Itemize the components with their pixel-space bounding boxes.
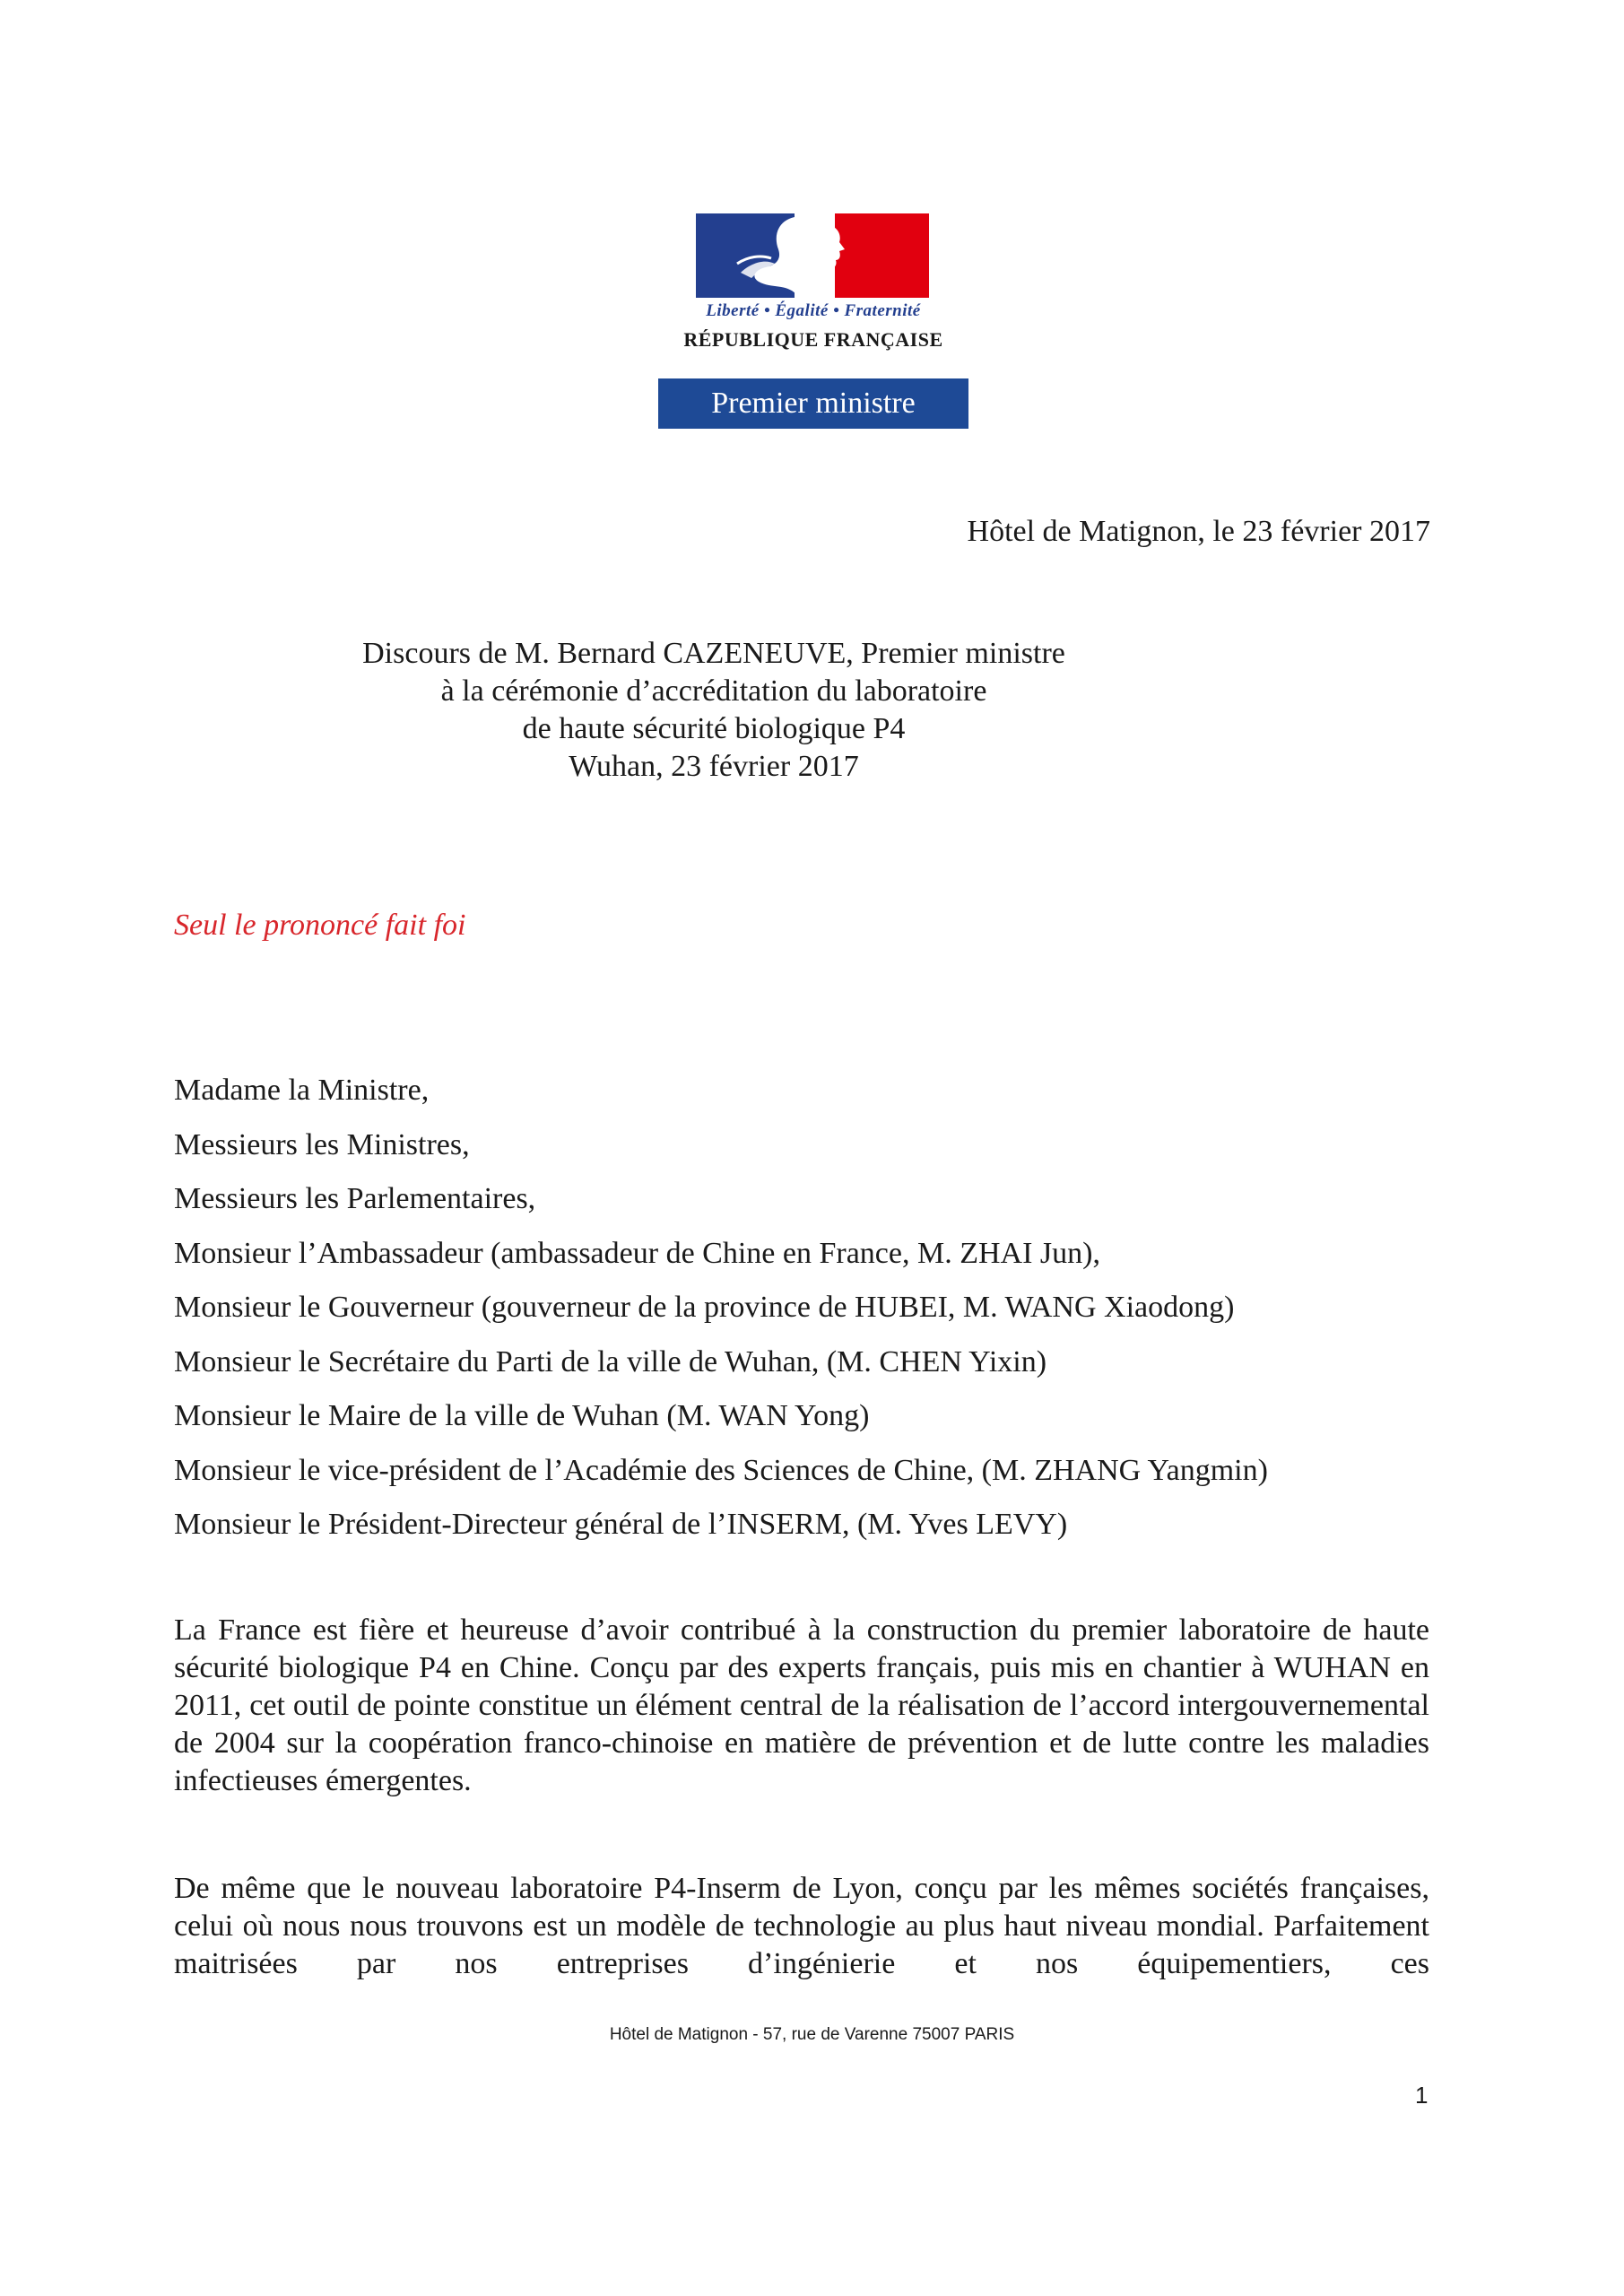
- body-paragraph: La France est fière et heureuse d’avoir contribué à la construction du premier laboratoire de haute sécurité biologique P4 en Chine. Conçu par des experts français, puis mis en chantier à WUHAN en 2011, cet outil de pointe constitue un élément central de la réalisation de l’accord intergouvernemental de 2004 sur la coopération franco-chinoise en matière de prévention et de lutte contre les maladies infectieuses émergentes.: [174, 1613, 1429, 1797]
- disclaimer: Seul le prononcé fait foi: [174, 909, 466, 942]
- speech-heading: [179, 635, 1248, 786]
- government-logo: [658, 213, 968, 429]
- salutation-line: Messieurs les Ministres,: [174, 1127, 470, 1161]
- salutation-line: Madame la Ministre,: [174, 1074, 430, 1107]
- salutations-list: [174, 1072, 1268, 1561]
- salutation-line: Monsieur le vice-président de l’Académie des Sciences de Chine, (M. ZHANG Yangmin): [174, 1453, 1268, 1487]
- republic-motto: Liberté • Égalité • Fraternité: [706, 301, 921, 320]
- footer-address: Hôtel de Matignon - 57, rue de Varenne 75007 PARIS: [609, 2025, 1015, 2044]
- heading-line: à la cérémonie d’accréditation du laboratoire: [440, 674, 987, 708]
- heading-line: de haute sécurité biologique P4: [522, 712, 906, 745]
- marianne-flag-icon: [696, 213, 929, 298]
- premier-ministre-band: Premier ministre: [658, 378, 968, 429]
- salutation-line: Monsieur le Secrétaire du Parti de la ville de Wuhan, (M. CHEN Yixin): [174, 1344, 1047, 1378]
- salutation-line: Monsieur le Président-Directeur général de l’INSERM, (M. Yves LEVY): [174, 1508, 1068, 1541]
- salutation-line: Monsieur le Maire de la ville de Wuhan (M. WAN Yong): [174, 1399, 870, 1432]
- place-date: Hôtel de Matignon, le 23 février 2017: [967, 515, 1430, 548]
- body-paragraph: De même que le nouveau laboratoire P4-Inserm de Lyon, conçu par les mêmes sociétés françaises, celui où nous nous trouvons est un modèle de technologie au plus haut niveau mondial. Parfaitement maitrisées par nos entreprises d’ingénierie et nos équipementiers, ces: [174, 1872, 1429, 1980]
- salutation-line: Monsieur le Gouverneur (gouverneur de la province de HUBEI, M. WANG Xiaodong): [174, 1291, 1235, 1324]
- republic-name: RÉPUBLIQUE FRANÇAISE: [683, 328, 943, 351]
- heading-line: Wuhan, 23 février 2017: [569, 750, 859, 783]
- salutation-line: Messieurs les Parlementaires,: [174, 1182, 536, 1215]
- salutation-line: Monsieur l’Ambassadeur (ambassadeur de Chine en France, M. ZHAI Jun),: [174, 1236, 1100, 1270]
- heading-line: Discours de M. Bernard CAZENEUVE, Premier ministre: [362, 637, 1065, 670]
- page-number: 1: [1415, 2082, 1429, 2109]
